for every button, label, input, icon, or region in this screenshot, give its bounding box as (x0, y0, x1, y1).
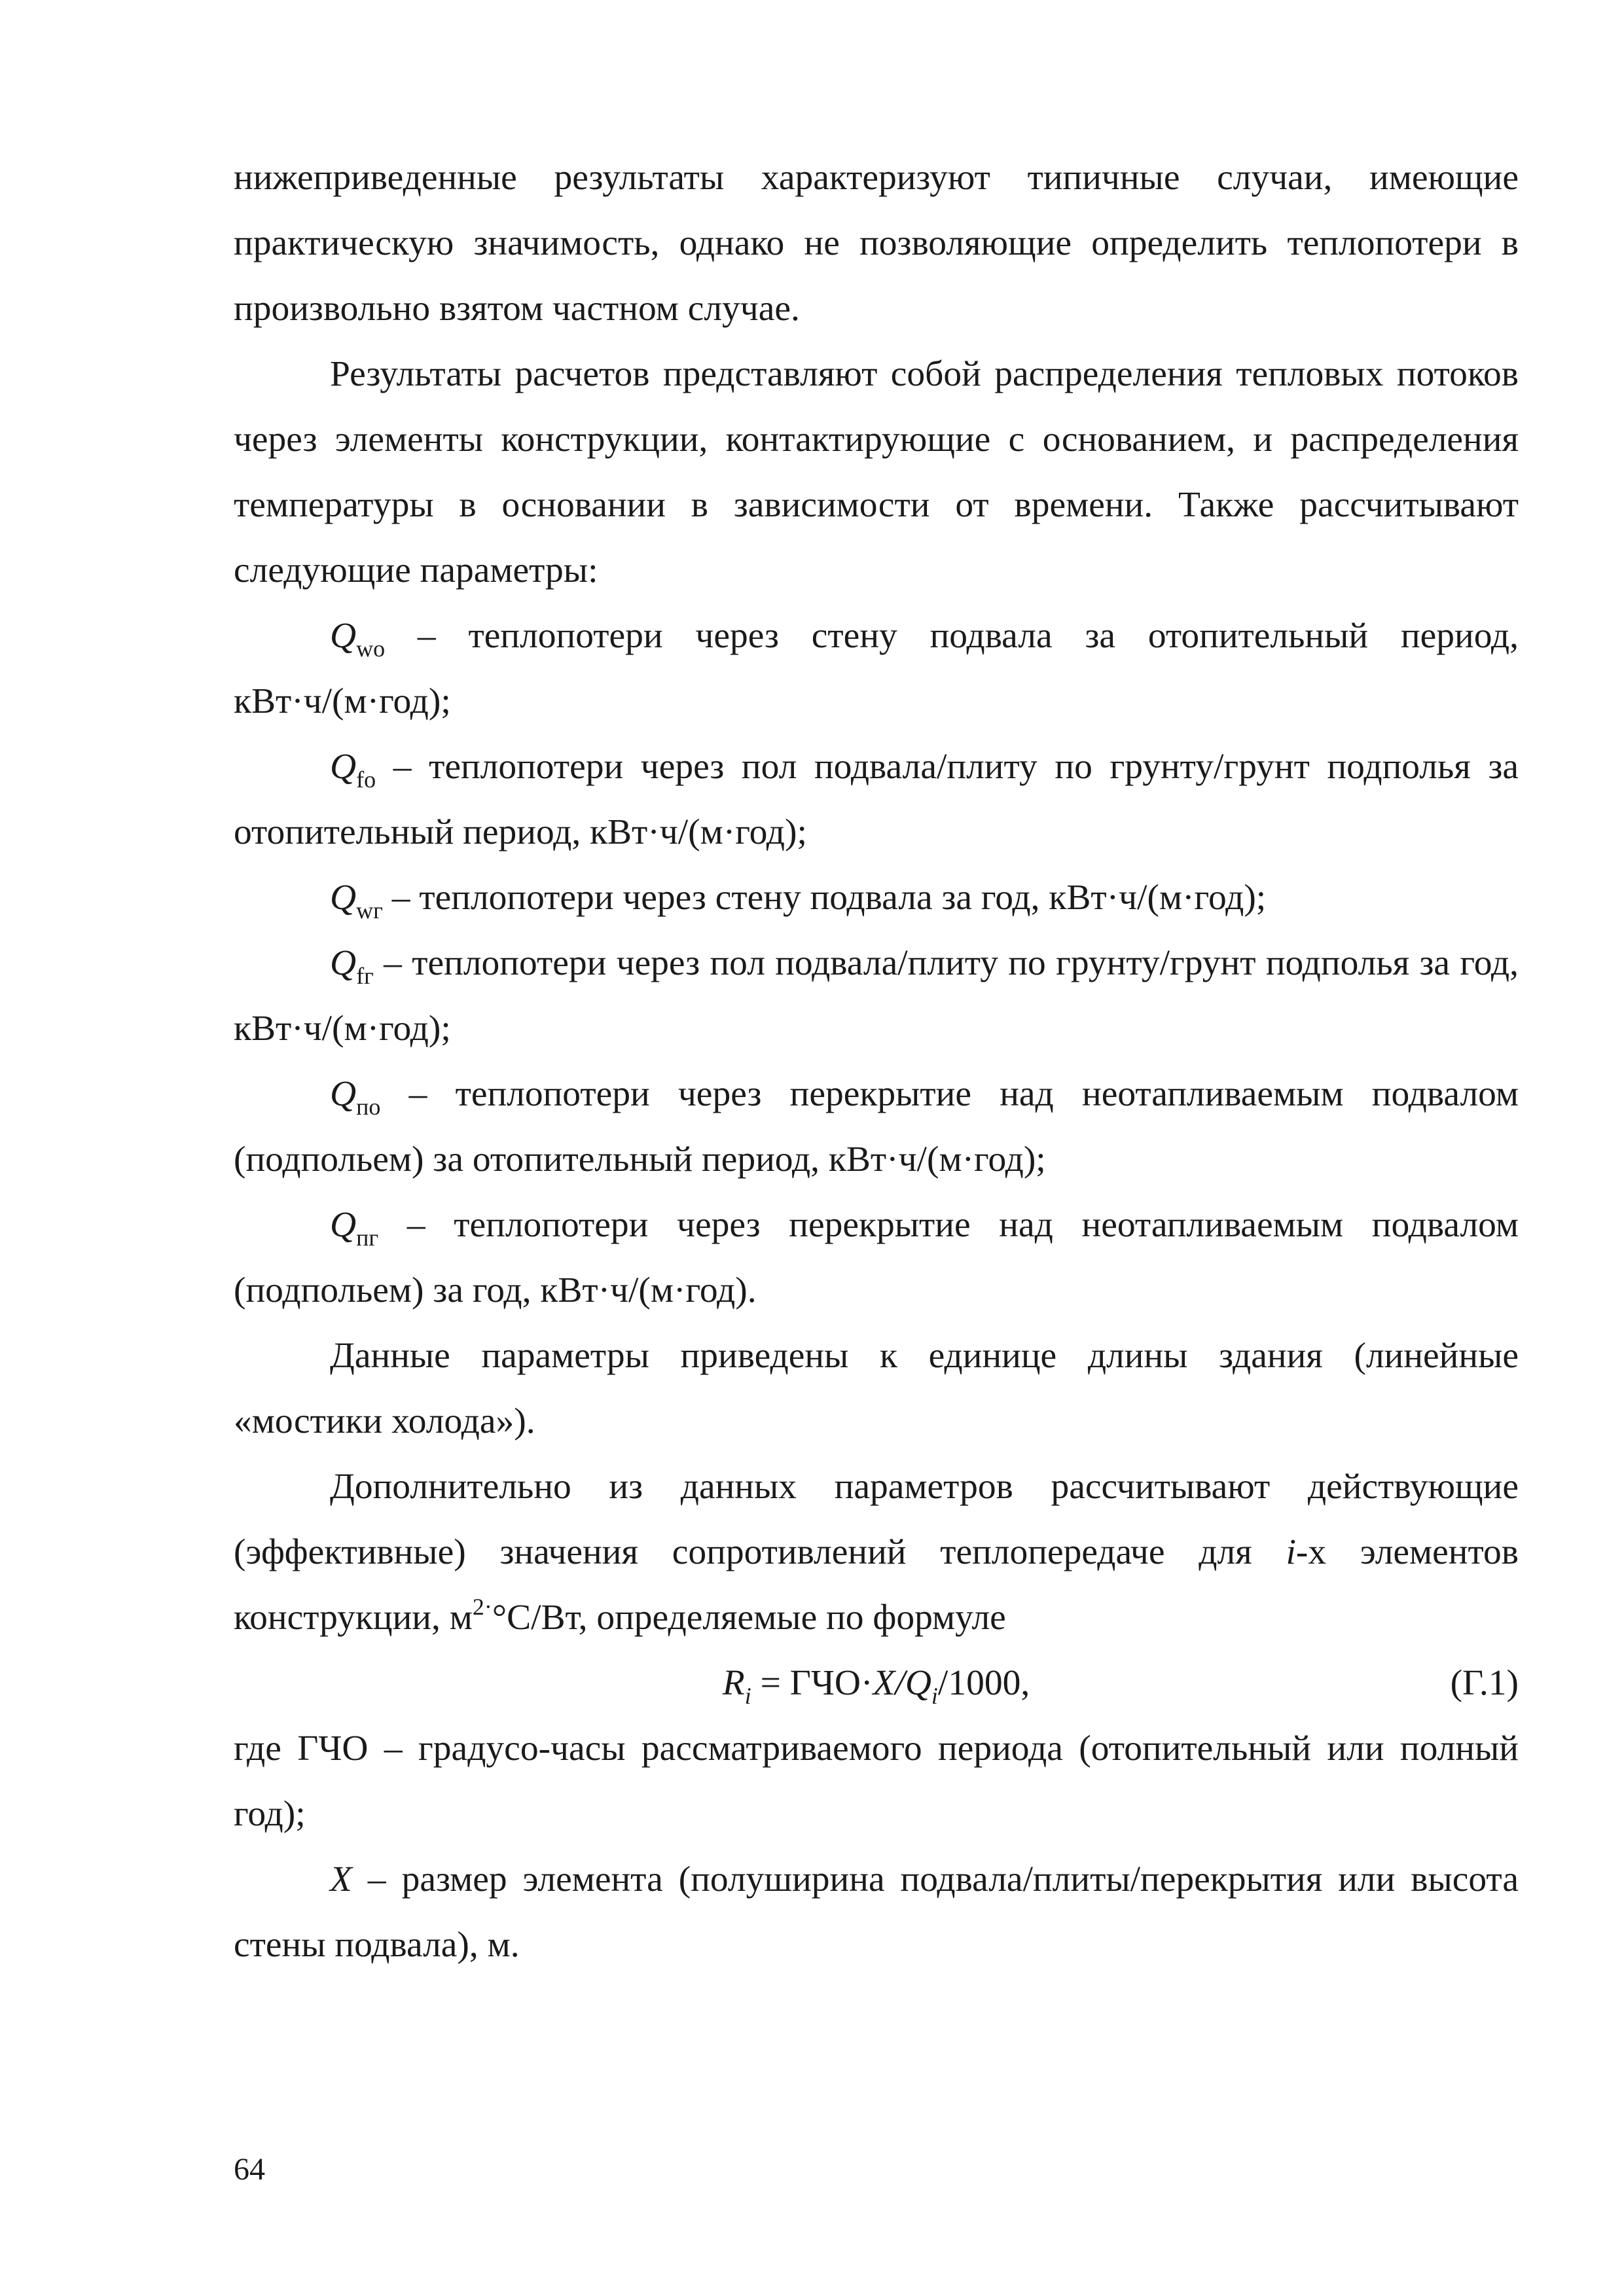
paragraph-results: Результаты расчетов представляют собой распределения тепловых потоков через элементы конструкции, контактирующие с основанием, и распределения температуры в основании в зависимости от времени. Также рассчитывают следующие параметры: (234, 354, 1519, 590)
parameter-subscript: по (356, 1094, 381, 1120)
formula-number: (Г.1) (1450, 1663, 1519, 1703)
paragraph-x-definition (234, 1847, 1519, 1978)
formula-x-symbol: X (873, 1663, 895, 1703)
paragraph-linear-bridges: Данные параметры приведены к единице длины здания (линейные «мостики холода»). (234, 1336, 1519, 1441)
formula-g1 (234, 1651, 1519, 1716)
body-text (234, 145, 1519, 1978)
parameter-subscript: wo (356, 636, 386, 662)
parameter-symbol: Q (330, 943, 357, 983)
page-number: 64 (234, 2152, 265, 2187)
x-definition-text: – размер элемента (полуширина подвала/плиты/перекрытия или высота стены подвала), м. (234, 1859, 1519, 1965)
additional-part-1: Дополнительно из данных параметров рассчитывают действующие (эффективные) значения сопротивлений теплопередаче для (234, 1467, 1519, 1572)
paragraph-additional (234, 1454, 1519, 1651)
parameter-description: – теплопотери через стену подвала за отопительный период, кВт·ч/(м·год); (234, 616, 1519, 721)
formula-tail: /1000, (937, 1663, 1030, 1703)
additional-part-2: -х элементов конструкции, м (234, 1532, 1519, 1638)
parameter-symbol: Q (330, 1074, 357, 1114)
parameter-symbol: Q (330, 878, 357, 918)
parameter-q-fg (234, 931, 1519, 1062)
variable-x: X (330, 1859, 352, 1899)
formula-slash: / (895, 1663, 905, 1703)
formula-expression (234, 1651, 1519, 1716)
formula-q-symbol: Q (905, 1663, 931, 1703)
parameter-q-fo (234, 734, 1519, 865)
parameter-description: – теплопотери через перекрытие над неотапливаемым подвалом (подпольем) за год, кВт·ч/(м·год). (234, 1205, 1519, 1310)
parameter-subscript: пг (356, 1225, 379, 1251)
parameter-q-wo (234, 603, 1519, 734)
paragraph-where-gcho: где ГЧО – градусо-часы рассматриваемого периода (отопительный или полный год); (234, 1729, 1519, 1834)
parameter-description: – теплопотери через пол подвала/плиту по грунту/грунт подполья за год, кВт·ч/(м·год); (234, 943, 1519, 1049)
unit-superscript: 2· (472, 1594, 492, 1620)
parameter-description: – теплопотери через перекрытие над неотапливаемым подвалом (подпольем) за отопительный период, кВт·ч/(м·год); (234, 1074, 1519, 1179)
parameter-symbol: Q (330, 747, 357, 787)
parameter-subscript: fo (356, 766, 376, 793)
formula-r-symbol: R (722, 1663, 745, 1703)
formula-r-subscript: i (744, 1683, 751, 1709)
additional-part-3: °С/Вт, определяемые по формуле (492, 1598, 1006, 1638)
parameter-q-po (234, 1062, 1519, 1193)
parameter-description: – теплопотери через пол подвала/плиту по грунту/грунт подполья за отопительный период, кВт·ч/(м·год); (234, 747, 1519, 852)
parameter-symbol: Q (330, 1205, 357, 1245)
variable-i: i (1286, 1532, 1296, 1572)
parameter-symbol: Q (330, 616, 357, 656)
formula-q-subscript: i (931, 1683, 938, 1709)
parameter-q-wg (234, 865, 1519, 931)
parameter-subscript: wг (356, 897, 383, 924)
formula-equals: = ГЧО· (751, 1663, 873, 1703)
parameter-description: – теплопотери через стену подвала за год, кВт·ч/(м·год); (382, 878, 1267, 918)
parameter-q-pg (234, 1193, 1519, 1323)
parameter-subscript: fг (356, 963, 374, 989)
paragraph-intro: нижеприведенные результаты характеризуют типичные случаи, имеющие практическую значимость, однако не позволяющие определить теплопотери в произвольно взятом частном случае. (234, 158, 1519, 329)
